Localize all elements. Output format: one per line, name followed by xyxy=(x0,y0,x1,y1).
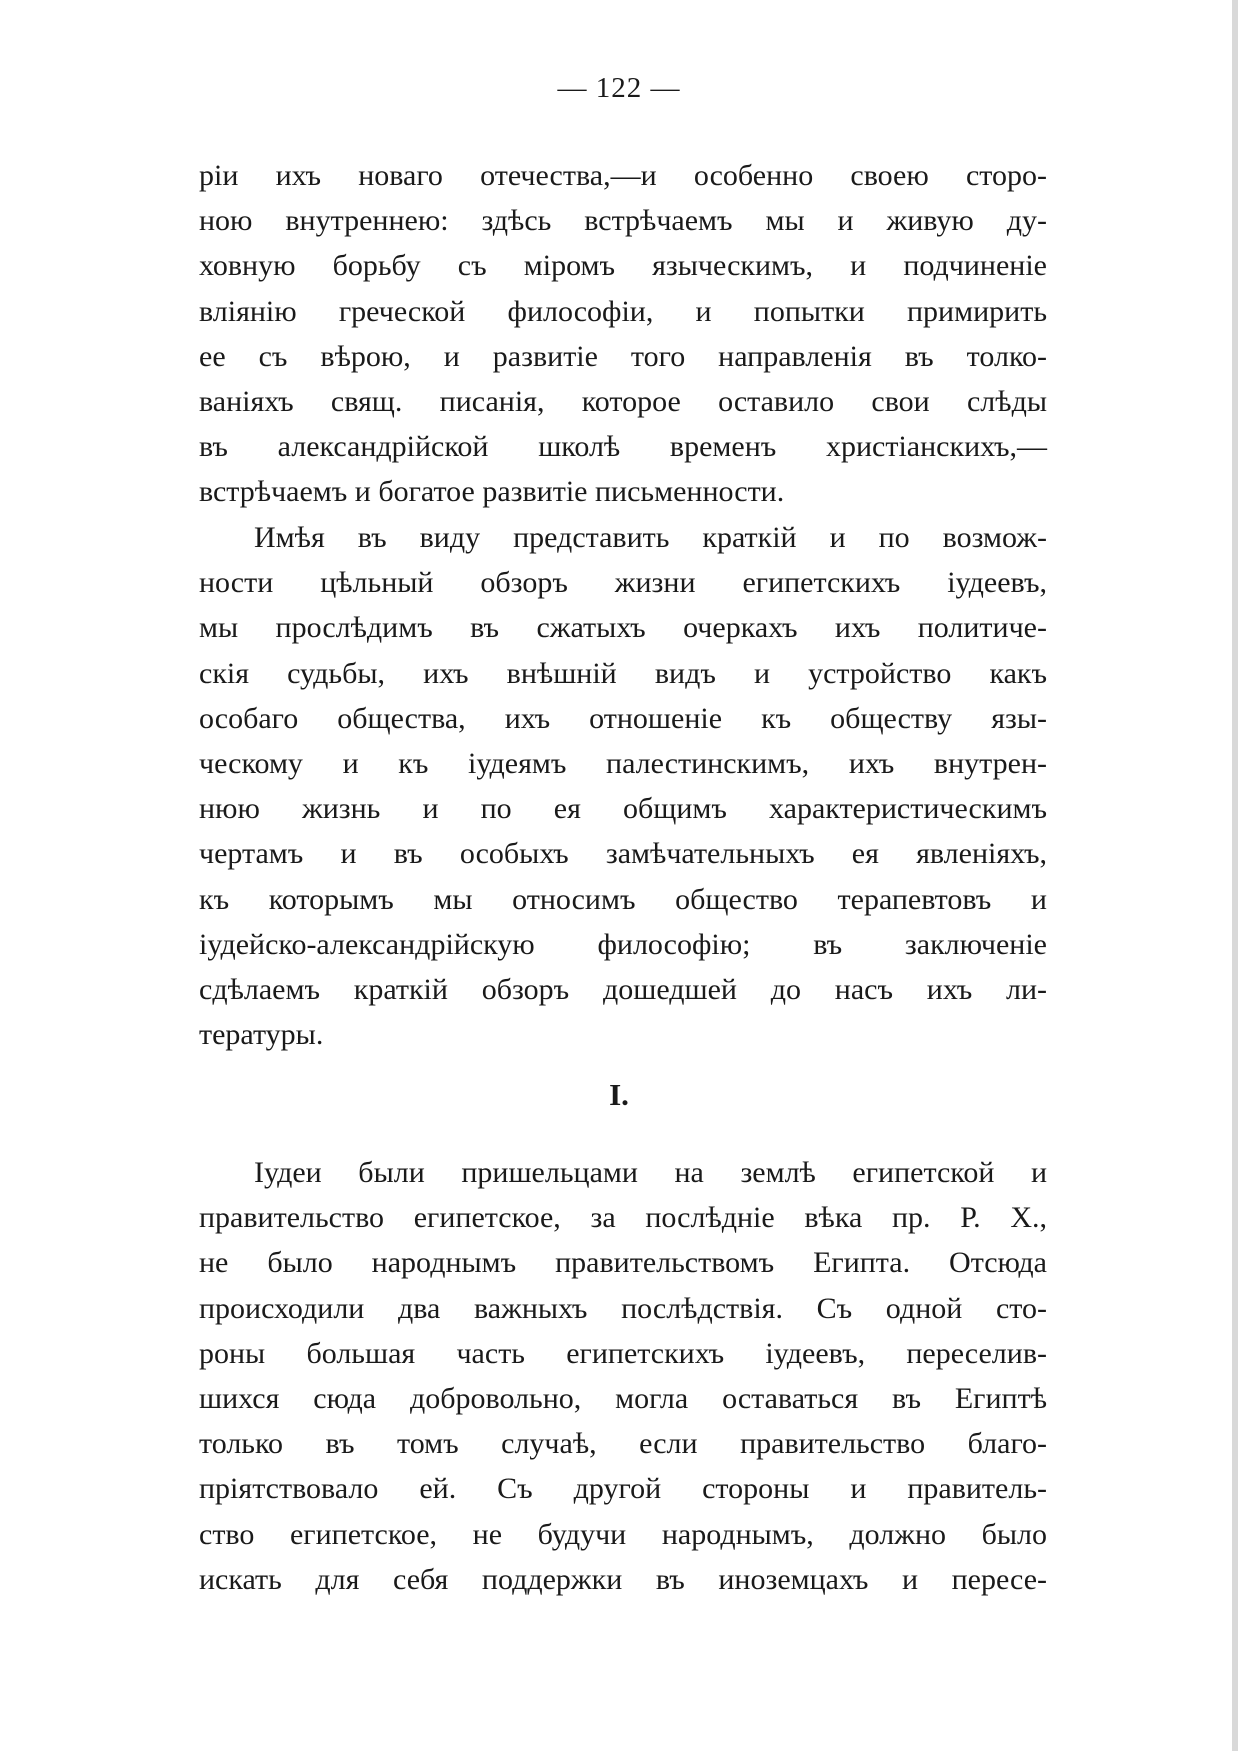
text-line: сдѣлаемъ краткій обзоръ дошедшей до насъ ихъ ли- xyxy=(199,972,1047,1006)
section-heading: I. xyxy=(609,1077,629,1112)
text-line: искать для себя поддержки въ иноземцахъ и пересе- xyxy=(199,1562,1047,1596)
text-line: ною внутреннею: здѣсь встрѣчаемъ мы и живую ду- xyxy=(199,204,1047,238)
paragraph-1 xyxy=(199,153,1047,515)
text-line: роны большая часть египетскихъ іудеевъ, переселив- xyxy=(199,1336,1047,1370)
text-line: ческому и къ іудеямъ палестинскимъ, ихъ внутрен- xyxy=(199,746,1047,780)
text-line: къ которымъ мы относимъ общество терапевтовъ и xyxy=(199,882,1047,916)
text-line: іудейско-александрійскую философію; въ заключеніе xyxy=(199,927,1047,961)
scan-edge xyxy=(1232,0,1238,1751)
text-line: тературы. xyxy=(199,1018,324,1052)
text-line: происходили два важныхъ послѣдствія. Съ одной сто- xyxy=(199,1291,1047,1325)
text-line: ство египетское, не будучи народнымъ, должно было xyxy=(199,1517,1047,1551)
paragraph-3 xyxy=(199,1150,1047,1602)
text-line: въ александрійской школѣ временъ христіанскихъ,— xyxy=(199,430,1047,464)
text-line: Имѣя въ виду представить краткій и по возмож- xyxy=(254,521,1047,554)
text-line: особаго общества, ихъ отношеніе къ обществу язы- xyxy=(199,701,1047,735)
text-line: не было народнымъ правительствомъ Египта. Отсюда xyxy=(199,1246,1047,1280)
text-line: мы прослѣдимъ въ сжатыхъ очеркахъ ихъ политиче- xyxy=(199,611,1047,645)
text-line: чертамъ и въ особыхъ замѣчательныхъ ея явленіяхъ, xyxy=(199,837,1047,871)
text-line: встрѣчаемъ и богатое развитіе письменности. xyxy=(199,475,785,509)
text-line: пріятствовало ей. Съ другой стороны и правитель- xyxy=(199,1472,1047,1506)
text-line: нюю жизнь и по ея общимъ характеристическимъ xyxy=(199,792,1047,826)
text-line: ности цѣльный обзоръ жизни египетскихъ іудеевъ, xyxy=(199,566,1047,600)
text-line: ваніяхъ свящ. писанія, которое оставило свои слѣды xyxy=(199,384,1047,418)
paragraph-2 xyxy=(199,515,1047,1057)
page-number: — 122 — xyxy=(557,72,681,104)
text-line: ріи ихъ новаго отечества,—и особенно своею сторо- xyxy=(199,159,1047,192)
text-line: ховную борьбу съ міромъ языческимъ, и подчиненіе xyxy=(199,249,1047,283)
text-line: правительство египетское, за послѣдніе вѣка пр. Р. Х., xyxy=(199,1201,1047,1235)
text-line: ее съ вѣрою, и развитіе того направленія въ толко- xyxy=(199,339,1047,373)
text-line: вліянію греческой философіи, и попытки примирить xyxy=(199,294,1047,328)
text-line: Іудеи были пришельцами на землѣ египетской и xyxy=(254,1156,1047,1189)
text-line: только въ томъ случаѣ, если правительство благо- xyxy=(199,1427,1047,1461)
text-line: шихся сюда добровольно, могла оставаться въ Египтѣ xyxy=(199,1381,1047,1415)
text-line: скія судьбы, ихъ внѣшній видъ и устройство какъ xyxy=(199,656,1047,690)
